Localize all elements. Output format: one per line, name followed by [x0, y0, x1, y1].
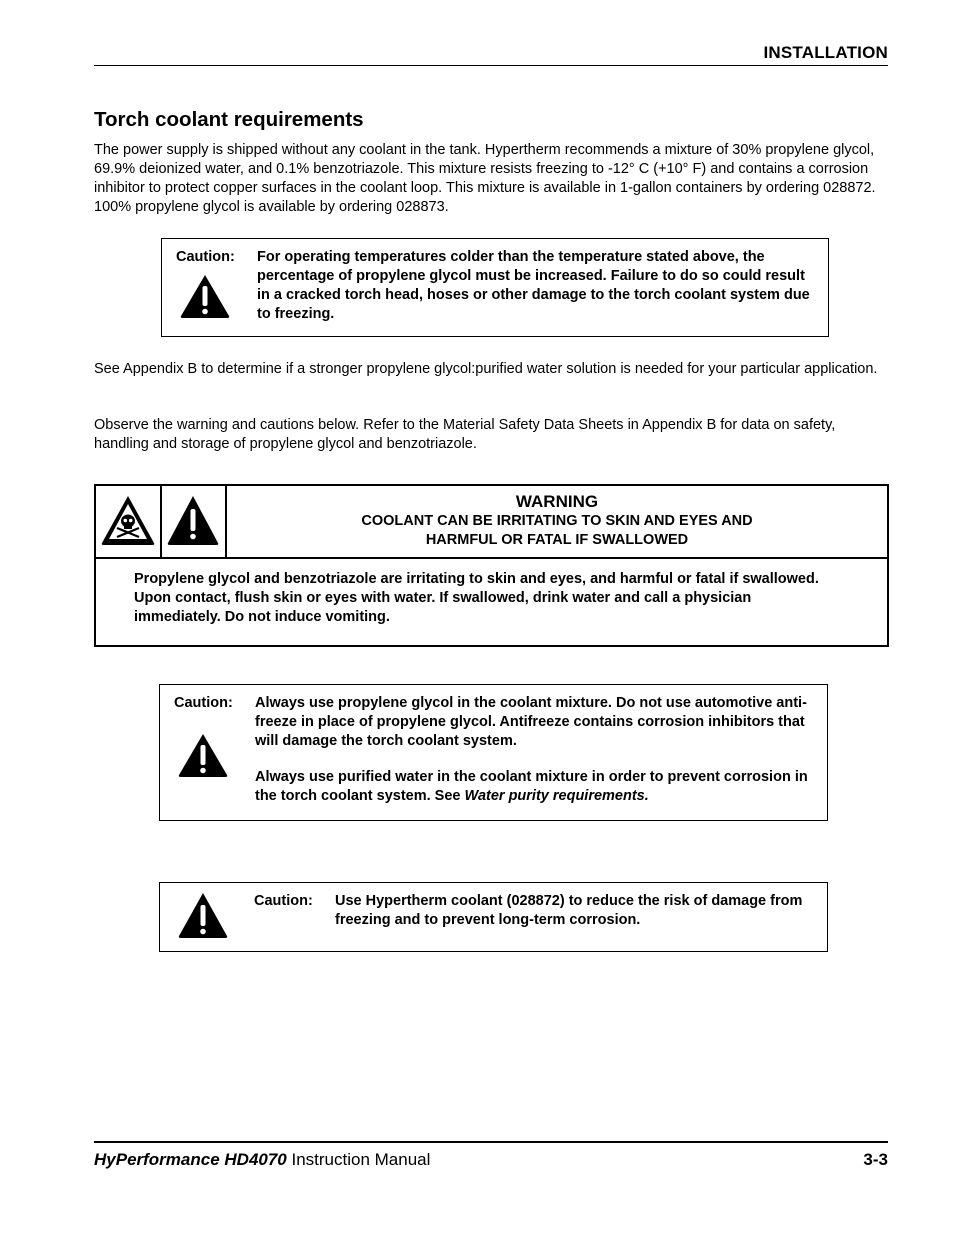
intro-paragraph: The power supply is shipped without any coolant in the tank. Hypertherm recommends a mixture of 30% propylene glycol, 69.9% deionized water, and 0.1% benzotriazole. This mixture resists freezing to -12° C (+10° F) and contains a corrosion inhibitor to protect copper surfaces in the coolant loop. This mixture is available in 1-gallon containers by ordering 028872. 100% propylene glycol is available by ordering 028873.: [94, 142, 876, 215]
warning-triangle-icon: [177, 891, 229, 939]
msds-paragraph: Observe the warning and cautions below. Refer to the Material Safety Data Sheets in Appendix B for data on safety, handling and storage of propylene glycol and benzotriazole.: [94, 417, 836, 452]
footer-rule: [94, 1141, 888, 1143]
warning-title: WARNING: [515, 492, 599, 511]
page-number: 3-3: [863, 1150, 888, 1169]
skull-crossbones-icon: [100, 494, 156, 546]
caution-box-hypertherm-coolant: [159, 882, 828, 952]
icon-divider: [96, 557, 227, 559]
warning-body: Propylene glycol and benzotriazole are irritating to skin and eyes, and harmful or fatal if swallowed. Upon contact, flush skin or eyes with water. If swallowed, drink water and call a physician immediately. Do not induce vomiting.: [134, 571, 819, 625]
warning-box: [94, 484, 889, 647]
caution-text: [255, 694, 820, 806]
caution-box-propylene: [159, 684, 828, 821]
caution-text: Use Hypertherm coolant (028872) to reduce the risk of damage from freezing and to prevent long-term corrosion.: [335, 893, 803, 928]
caution-text-antifreeze: Always use propylene glycol in the coolant mixture. Do not use automotive anti-freeze in place of propylene glycol. Antifreeze contains corrosion inhibitors that will damage the torch coolant system.: [255, 695, 807, 749]
page-title: Torch coolant requirements: [94, 108, 364, 131]
caution-label: Caution:: [176, 249, 235, 265]
caution-label: Caution:: [254, 893, 313, 909]
appendix-paragraph: See Appendix B to determine if a stronger propylene glycol:purified water solution is needed for your particular application.: [94, 361, 878, 377]
header-rule: [94, 65, 888, 66]
caution-label: Caution:: [174, 695, 233, 711]
warning-triangle-icon: [166, 494, 220, 546]
caution-text: For operating temperatures colder than the temperature stated above, the percentage of propylene glycol must be increased. Failure to do so could result in a cracked torch head, hoses or other damage to the torch coolant system due to freezing.: [257, 249, 810, 322]
caution-box-freezing: [161, 238, 829, 337]
warning-subtitle-line2: HARMFUL OR FATAL IF SWALLOWED: [425, 532, 689, 548]
warning-triangle-icon: [179, 273, 231, 319]
warning-triangle-icon: [177, 732, 229, 778]
warning-subtitle-line1: COOLANT CAN BE IRRITATING TO SKIN AND EYES AND: [361, 513, 753, 529]
caution-icon-cell: [162, 486, 227, 559]
caution-text-purified-water: [255, 768, 820, 806]
section-header: INSTALLATION: [763, 43, 888, 62]
caution-text-purified-prefix: Always use purified water in the coolant mixture in order to prevent corrosion in the torch coolant system. See: [255, 769, 808, 804]
water-purity-reference[interactable]: Water purity requirements.: [464, 788, 649, 804]
footer-manual-title: [94, 1150, 430, 1170]
product-name: HyPerformance HD4070: [94, 1150, 287, 1169]
skull-icon-cell: [96, 486, 162, 559]
warning-header: [227, 486, 887, 559]
manual-label: Instruction Manual: [286, 1150, 431, 1169]
